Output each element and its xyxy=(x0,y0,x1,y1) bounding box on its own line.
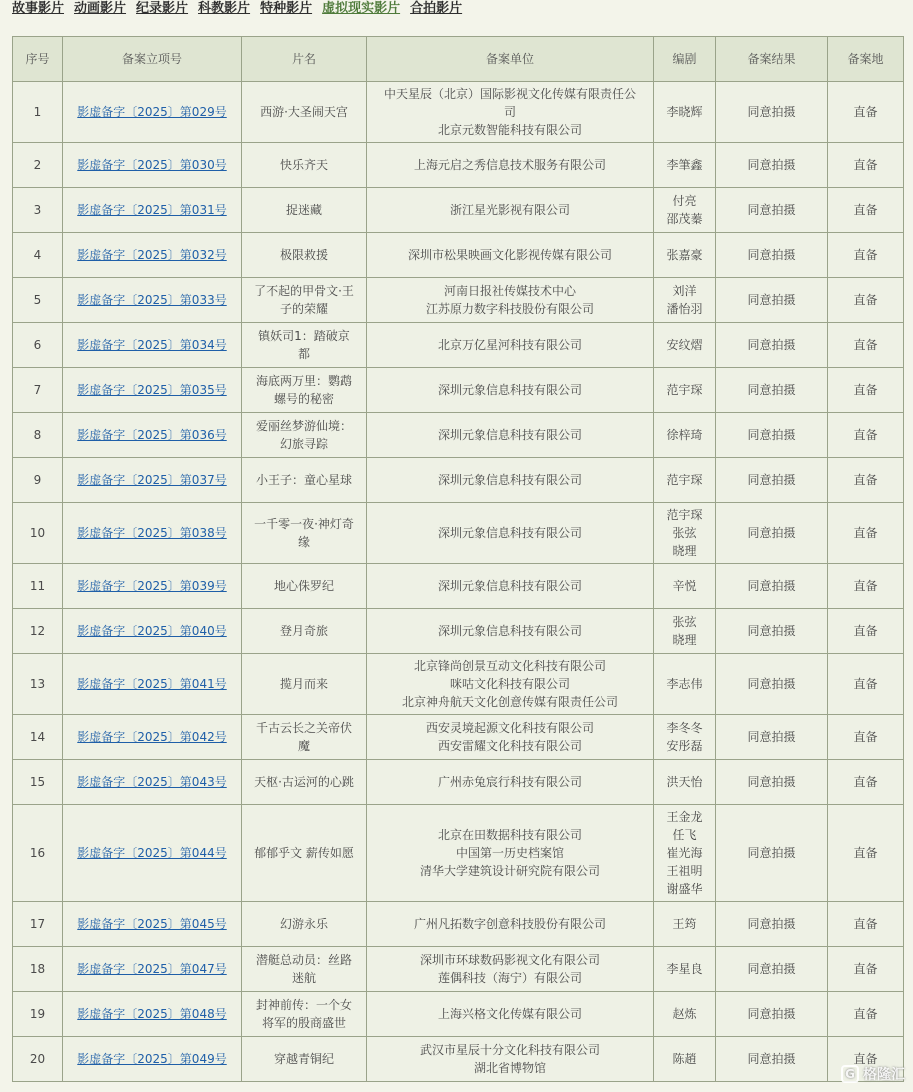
cell-line: 北京元数智能科技有限公司 xyxy=(437,123,582,137)
cell-line: 镇妖司1：踏破京 xyxy=(258,329,350,343)
cell-line: 广州赤兔宸行科技有限公司 xyxy=(437,775,582,789)
column-header: 序号 xyxy=(13,37,63,82)
cell-line: 邵茂蓁 xyxy=(666,212,703,226)
filing-units xyxy=(367,902,654,947)
cell-line: 深圳元象信息科技有限公司 xyxy=(437,428,582,442)
film-title xyxy=(242,902,367,947)
filing-place: 直备 xyxy=(828,609,904,654)
filing-code-link[interactable]: 影虚备字〔2025〕第033号 xyxy=(77,293,227,307)
filing-result: 同意拍摄 xyxy=(716,715,828,760)
film-title xyxy=(242,760,367,805)
filing-code-link[interactable]: 影虚备字〔2025〕第042号 xyxy=(77,730,227,744)
film-title xyxy=(242,947,367,992)
cell-line: 捉迷藏 xyxy=(285,203,322,217)
table-row xyxy=(13,947,904,992)
filing-code-cell xyxy=(63,143,242,188)
cell-line: 深圳元象信息科技有限公司 xyxy=(437,473,582,487)
filing-place: 直备 xyxy=(828,323,904,368)
row-number: 2 xyxy=(13,143,63,188)
filing-units xyxy=(367,760,654,805)
cell-line: 上海元启之秀信息技术服务有限公司 xyxy=(413,158,606,172)
filing-place: 直备 xyxy=(828,947,904,992)
filing-place: 直备 xyxy=(828,458,904,503)
cell-line: 武汉市星辰十分文化科技有限公司 xyxy=(419,1043,600,1057)
cell-line: 穿越青铜纪 xyxy=(273,1052,334,1066)
cell-line: 范宇琛 xyxy=(666,473,703,487)
filing-result: 同意拍摄 xyxy=(716,760,828,805)
cell-line: 极限救援 xyxy=(279,248,328,262)
row-number: 1 xyxy=(13,82,63,143)
screenwriters xyxy=(654,233,716,278)
filing-code-link[interactable]: 影虚备字〔2025〕第040号 xyxy=(77,624,227,638)
cell-line: 咪咕文化科技有限公司 xyxy=(449,677,570,691)
filing-result: 同意拍摄 xyxy=(716,188,828,233)
row-number: 8 xyxy=(13,413,63,458)
row-number: 5 xyxy=(13,278,63,323)
filing-units xyxy=(367,564,654,609)
table-row xyxy=(13,609,904,654)
film-title xyxy=(242,992,367,1037)
cell-line: 深圳元象信息科技有限公司 xyxy=(437,624,582,638)
filing-code-link[interactable]: 影虚备字〔2025〕第031号 xyxy=(77,203,227,217)
filing-place: 直备 xyxy=(828,368,904,413)
cell-line: 洪天怡 xyxy=(666,775,703,789)
filing-units xyxy=(367,233,654,278)
column-header: 备案立项号 xyxy=(63,37,242,82)
column-header: 片名 xyxy=(242,37,367,82)
filing-code-cell xyxy=(63,564,242,609)
filing-code-cell xyxy=(63,609,242,654)
tab-5[interactable]: 虚拟现实影片 xyxy=(322,1,401,16)
cell-line: 深圳元象信息科技有限公司 xyxy=(437,579,582,593)
cell-line: 徐梓琦 xyxy=(666,428,703,442)
screenwriters xyxy=(654,564,716,609)
screenwriters xyxy=(654,715,716,760)
table-row xyxy=(13,715,904,760)
filing-code-link[interactable]: 影虚备字〔2025〕第044号 xyxy=(77,846,227,860)
filing-code-cell xyxy=(63,233,242,278)
row-number: 7 xyxy=(13,368,63,413)
column-header: 备案单位 xyxy=(367,37,654,82)
cell-line: 任飞 xyxy=(672,828,697,842)
cell-line: 深圳市环球数码影视文化有限公司 xyxy=(419,953,600,967)
filing-units xyxy=(367,188,654,233)
filing-units xyxy=(367,1037,654,1082)
filing-result: 同意拍摄 xyxy=(716,564,828,609)
cell-line: 王金龙 xyxy=(666,810,703,824)
tab-2[interactable]: 纪录影片 xyxy=(136,1,189,16)
table-row xyxy=(13,654,904,715)
film-title xyxy=(242,805,367,902)
filing-place: 直备 xyxy=(828,715,904,760)
cell-line: 张嘉豪 xyxy=(666,248,703,262)
filing-result: 同意拍摄 xyxy=(716,805,828,902)
cell-line: 魔 xyxy=(297,739,310,753)
film-title xyxy=(242,1037,367,1082)
table-row xyxy=(13,805,904,902)
cell-line: 江苏原力数字科技股份有限公司 xyxy=(425,302,594,316)
filing-result: 同意拍摄 xyxy=(716,323,828,368)
cell-line: 郁郁乎文 薪传如愿 xyxy=(254,846,354,860)
cell-line: 中国第一历史档案馆 xyxy=(455,846,564,860)
cell-line: 快乐齐天 xyxy=(279,158,328,172)
cell-line: 一千零一夜·神灯奇 xyxy=(254,517,354,531)
filing-code-link[interactable]: 影虚备字〔2025〕第041号 xyxy=(77,677,227,691)
filing-result: 同意拍摄 xyxy=(716,458,828,503)
filing-code-link[interactable]: 影虚备字〔2025〕第029号 xyxy=(77,105,227,119)
watermark-logo-icon: G xyxy=(841,1065,859,1083)
cell-line: 司 xyxy=(503,105,516,119)
cell-line: 范宇琛 xyxy=(666,383,703,397)
filing-place: 直备 xyxy=(828,278,904,323)
film-title xyxy=(242,143,367,188)
table-row xyxy=(13,143,904,188)
cell-line: 缘 xyxy=(297,535,310,549)
cell-line: 深圳市松果映画文化影视传媒有限公司 xyxy=(407,248,612,262)
cell-line: 谢盛华 xyxy=(666,882,703,896)
film-title xyxy=(242,188,367,233)
film-title xyxy=(242,413,367,458)
cell-line: 清华大学建筑设计研究院有限公司 xyxy=(419,864,600,878)
filing-code-cell xyxy=(63,278,242,323)
cell-line: 封神前传：一个女 xyxy=(255,998,352,1012)
filing-code-cell xyxy=(63,715,242,760)
filing-place: 直备 xyxy=(828,1037,904,1082)
filing-code-link[interactable]: 影虚备字〔2025〕第043号 xyxy=(77,775,227,789)
screenwriters xyxy=(654,503,716,564)
table-row xyxy=(13,233,904,278)
row-number: 6 xyxy=(13,323,63,368)
filing-result: 同意拍摄 xyxy=(716,609,828,654)
filing-code-cell xyxy=(63,654,242,715)
filing-units xyxy=(367,805,654,902)
film-title xyxy=(242,323,367,368)
screenwriters xyxy=(654,1037,716,1082)
cell-line: 潘怡羽 xyxy=(666,302,703,316)
filing-result: 同意拍摄 xyxy=(716,1037,828,1082)
table-header-row xyxy=(13,37,904,82)
screenwriters xyxy=(654,368,716,413)
cell-line: 揽月而来 xyxy=(279,677,328,691)
column-header: 备案结果 xyxy=(716,37,828,82)
film-title xyxy=(242,278,367,323)
cell-line: 北京神舟航天文化创意传媒有限责任公司 xyxy=(401,695,618,709)
cell-line: 幻游永乐 xyxy=(279,917,328,931)
table-row xyxy=(13,82,904,143)
filing-records-table xyxy=(12,36,904,1082)
filing-result: 同意拍摄 xyxy=(716,368,828,413)
cell-line: 李冬冬 xyxy=(666,721,703,735)
cell-line: 都 xyxy=(297,347,310,361)
filing-place: 直备 xyxy=(828,760,904,805)
filing-place: 直备 xyxy=(828,82,904,143)
cell-line: 北京锋尚创景互动文化科技有限公司 xyxy=(413,659,606,673)
row-number: 13 xyxy=(13,654,63,715)
screenwriters xyxy=(654,805,716,902)
cell-line: 海底两万里：鹦鹉 xyxy=(255,374,352,388)
cell-line: 迷航 xyxy=(291,971,316,985)
screenwriters xyxy=(654,902,716,947)
row-number: 10 xyxy=(13,503,63,564)
filing-result: 同意拍摄 xyxy=(716,82,828,143)
cell-line: 范宇琛 xyxy=(666,508,703,522)
table-row xyxy=(13,902,904,947)
film-title xyxy=(242,503,367,564)
filing-code-cell xyxy=(63,188,242,233)
filing-result: 同意拍摄 xyxy=(716,947,828,992)
filing-place: 直备 xyxy=(828,233,904,278)
tab-0[interactable]: 故事影片 xyxy=(12,1,65,16)
filing-units xyxy=(367,413,654,458)
filing-code-cell xyxy=(63,368,242,413)
filing-units xyxy=(367,458,654,503)
cell-line: 安纹熠 xyxy=(666,338,703,352)
watermark-text: 格隆汇 xyxy=(863,1067,905,1083)
cell-line: 张弦 xyxy=(672,526,697,540)
filing-code-cell xyxy=(63,323,242,368)
filing-code-link[interactable]: 影虚备字〔2025〕第036号 xyxy=(77,428,227,442)
cell-line: 上海兴格文化传媒有限公司 xyxy=(437,1007,582,1021)
table-row xyxy=(13,323,904,368)
filing-result: 同意拍摄 xyxy=(716,233,828,278)
table-row xyxy=(13,1037,904,1082)
filing-result: 同意拍摄 xyxy=(716,992,828,1037)
film-title xyxy=(242,715,367,760)
cell-line: 张弦 xyxy=(672,615,697,629)
row-number: 3 xyxy=(13,188,63,233)
filing-units xyxy=(367,654,654,715)
cell-line: 广州凡拓数字创意科技股份有限公司 xyxy=(413,917,606,931)
cell-line: 辛悦 xyxy=(672,579,697,593)
filing-place: 直备 xyxy=(828,503,904,564)
filing-code-link[interactable]: 影虚备字〔2025〕第045号 xyxy=(77,917,227,931)
cell-line: 螺号的秘密 xyxy=(273,392,334,406)
filing-units xyxy=(367,278,654,323)
cell-line: 陈趙 xyxy=(672,1052,697,1066)
filing-code-link[interactable]: 影虚备字〔2025〕第030号 xyxy=(77,158,227,172)
cell-line: 崔光海 xyxy=(666,846,703,860)
tab-1[interactable]: 动画影片 xyxy=(74,1,127,16)
table-row xyxy=(13,188,904,233)
row-number: 4 xyxy=(13,233,63,278)
cell-line: 子的荣耀 xyxy=(279,302,328,316)
filing-code-link[interactable]: 影虚备字〔2025〕第039号 xyxy=(77,579,227,593)
table-row xyxy=(13,760,904,805)
row-number: 16 xyxy=(13,805,63,902)
screenwriters xyxy=(654,992,716,1037)
cell-line: 西安雷耀文化科技有限公司 xyxy=(437,739,582,753)
cell-line: 浙江星光影视有限公司 xyxy=(449,203,570,217)
filing-place: 直备 xyxy=(828,805,904,902)
filing-code-cell xyxy=(63,413,242,458)
row-number: 18 xyxy=(13,947,63,992)
filing-units xyxy=(367,609,654,654)
row-number: 15 xyxy=(13,760,63,805)
filing-place: 直备 xyxy=(828,992,904,1037)
screenwriters xyxy=(654,609,716,654)
cell-line: 西游·大圣闹天宫 xyxy=(260,105,348,119)
table-row xyxy=(13,458,904,503)
screenwriters xyxy=(654,760,716,805)
filing-code-link[interactable]: 影虚备字〔2025〕第035号 xyxy=(77,383,227,397)
cell-line: 北京万亿星河科技有限公司 xyxy=(437,338,582,352)
filing-code-link[interactable]: 影虚备字〔2025〕第032号 xyxy=(77,248,227,262)
table-row xyxy=(13,564,904,609)
filing-result: 同意拍摄 xyxy=(716,902,828,947)
screenwriters xyxy=(654,188,716,233)
filing-code-cell xyxy=(63,760,242,805)
cell-line: 了不起的甲骨文·王 xyxy=(254,284,354,298)
filing-code-link[interactable]: 影虚备字〔2025〕第038号 xyxy=(77,526,227,540)
table-row xyxy=(13,992,904,1037)
filing-code-link[interactable]: 影虚备字〔2025〕第047号 xyxy=(77,962,227,976)
cell-line: 刘洋 xyxy=(672,284,697,298)
filing-code-link[interactable]: 影虚备字〔2025〕第048号 xyxy=(77,1007,227,1021)
cell-line: 李晓辉 xyxy=(666,105,703,119)
filing-code-cell xyxy=(63,947,242,992)
column-header: 编剧 xyxy=(654,37,716,82)
screenwriters xyxy=(654,323,716,368)
cell-line: 天枢·古运河的心跳 xyxy=(254,775,354,789)
cell-line: 晓理 xyxy=(672,544,697,558)
table-row xyxy=(13,368,904,413)
cell-line: 王祖明 xyxy=(666,864,703,878)
row-number: 12 xyxy=(13,609,63,654)
filing-units xyxy=(367,82,654,143)
screenwriters xyxy=(654,654,716,715)
filing-code-cell xyxy=(63,902,242,947)
screenwriters xyxy=(654,947,716,992)
cell-line: 深圳元象信息科技有限公司 xyxy=(437,383,582,397)
column-header: 备案地 xyxy=(828,37,904,82)
screenwriters xyxy=(654,278,716,323)
cell-line: 付亮 xyxy=(672,194,697,208)
filing-result: 同意拍摄 xyxy=(716,503,828,564)
cell-line: 幻旅寻踪 xyxy=(279,437,328,451)
screenwriters xyxy=(654,413,716,458)
filing-units xyxy=(367,715,654,760)
cell-line: 爱丽丝梦游仙境： xyxy=(255,419,352,433)
filing-units xyxy=(367,503,654,564)
film-title xyxy=(242,458,367,503)
filing-place: 直备 xyxy=(828,143,904,188)
cell-line: 将军的殷商盛世 xyxy=(261,1016,346,1030)
film-title xyxy=(242,564,367,609)
filing-code-link[interactable]: 影虚备字〔2025〕第049号 xyxy=(77,1052,227,1066)
cell-line: 千古云长之关帝伏 xyxy=(255,721,352,735)
film-title xyxy=(242,233,367,278)
film-title xyxy=(242,82,367,143)
watermark xyxy=(841,1064,905,1084)
filing-place: 直备 xyxy=(828,654,904,715)
film-title xyxy=(242,654,367,715)
cell-line: 王筠 xyxy=(672,917,697,931)
row-number: 19 xyxy=(13,992,63,1037)
row-number: 11 xyxy=(13,564,63,609)
filing-code-link[interactable]: 影虚备字〔2025〕第037号 xyxy=(77,473,227,487)
row-number: 9 xyxy=(13,458,63,503)
screenwriters xyxy=(654,82,716,143)
filing-place: 直备 xyxy=(828,188,904,233)
cell-line: 河南日报社传媒技术中心 xyxy=(443,284,576,298)
row-number: 14 xyxy=(13,715,63,760)
row-number: 20 xyxy=(13,1037,63,1082)
table-row xyxy=(13,503,904,564)
filing-place: 直备 xyxy=(828,413,904,458)
filing-place: 直备 xyxy=(828,902,904,947)
screenwriters xyxy=(654,458,716,503)
film-title xyxy=(242,609,367,654)
filing-code-cell xyxy=(63,805,242,902)
filing-result: 同意拍摄 xyxy=(716,143,828,188)
filing-code-link[interactable]: 影虚备字〔2025〕第034号 xyxy=(77,338,227,352)
cell-line: 小王子：童心星球 xyxy=(255,473,352,487)
cell-line: 深圳元象信息科技有限公司 xyxy=(437,526,582,540)
filing-units xyxy=(367,992,654,1037)
film-category-tabs xyxy=(12,0,462,18)
cell-line: 赵炼 xyxy=(672,1007,697,1021)
cell-line: 晓理 xyxy=(672,633,697,647)
cell-line: 北京在田数据科技有限公司 xyxy=(437,828,582,842)
filing-result: 同意拍摄 xyxy=(716,278,828,323)
tab-3[interactable]: 科教影片 xyxy=(198,1,251,16)
filing-units xyxy=(367,143,654,188)
filing-code-cell xyxy=(63,1037,242,1082)
filing-units xyxy=(367,368,654,413)
cell-line: 湖北省博物馆 xyxy=(473,1061,546,1075)
filing-code-cell xyxy=(63,503,242,564)
table-row xyxy=(13,278,904,323)
filing-units xyxy=(367,947,654,992)
screenwriters xyxy=(654,143,716,188)
cell-line: 莲偶科技（海宁）有限公司 xyxy=(437,971,582,985)
filing-code-cell xyxy=(63,82,242,143)
filing-result: 同意拍摄 xyxy=(716,413,828,458)
film-title xyxy=(242,368,367,413)
cell-line: 地心侏罗纪 xyxy=(273,579,334,593)
cell-line: 潜艇总动员：丝路 xyxy=(255,953,352,967)
cell-line: 李星良 xyxy=(666,962,703,976)
tab-6[interactable]: 合拍影片 xyxy=(410,1,463,16)
cell-line: 西安灵境起源文化科技有限公司 xyxy=(425,721,594,735)
tab-4[interactable]: 特种影片 xyxy=(260,1,313,16)
cell-line: 李志伟 xyxy=(666,677,703,691)
cell-line: 李筆鑫 xyxy=(666,158,703,172)
cell-line: 登月奇旅 xyxy=(279,624,328,638)
filing-code-cell xyxy=(63,458,242,503)
cell-line: 中天星辰（北京）国际影视文化传媒有限责任公 xyxy=(383,87,636,101)
filing-code-cell xyxy=(63,992,242,1037)
table-row xyxy=(13,413,904,458)
cell-line: 安彤磊 xyxy=(666,739,703,753)
filing-units xyxy=(367,323,654,368)
filing-place: 直备 xyxy=(828,564,904,609)
row-number: 17 xyxy=(13,902,63,947)
filing-result: 同意拍摄 xyxy=(716,654,828,715)
